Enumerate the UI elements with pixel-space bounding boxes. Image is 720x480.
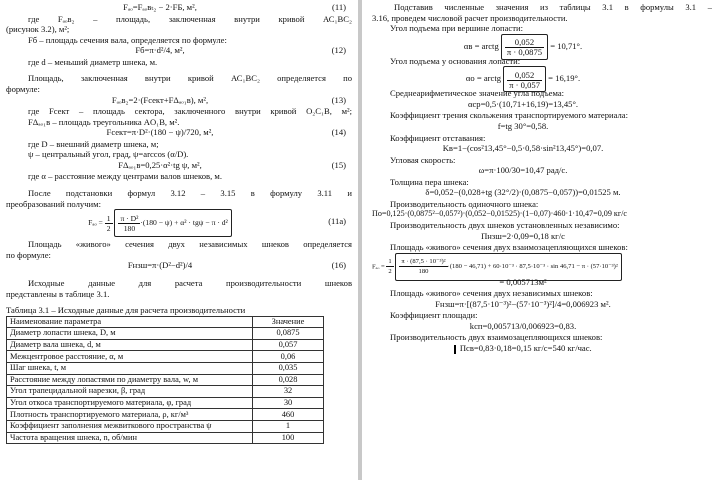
- table-cell-parameter: Угол откоса транспортируемого материала, φ, град: [7, 397, 253, 409]
- table-cell-parameter: Диаметр лопасти шнека, D, м: [7, 328, 253, 340]
- text-line: Угол подъема у основания лопасти:: [390, 55, 521, 66]
- table-cell-parameter: Коэффициент заполнения межвиткового пространства ψ: [7, 420, 253, 432]
- parameters-table: [6, 316, 324, 445]
- text-line: Коэффициент трения скольжения транспортируемого материала:: [390, 110, 629, 121]
- text-line: где d – меньший диаметр шнека, м.: [28, 56, 158, 67]
- table-cell-value: 0,0875: [253, 328, 324, 340]
- text-line: Коэффициент площади:: [390, 310, 478, 321]
- formula-angular-speed: ω=π·100/30=10,47 рад/с.: [478, 165, 568, 176]
- table-cell-parameter: Межцентровое расстояние, α, м: [7, 351, 253, 363]
- text-line: Fб – площадь сечения вала, определяется по формуле:: [28, 34, 227, 45]
- equation-11a: Fₐₒ = $\frac{1}{2}$ $\frac{\text{π · D²}}{180}$ ·(180 − ψ) + α² · tgψ − π · d² (11а): [6, 209, 352, 233]
- table-cell-parameter: Шаг шнека, t, м: [7, 362, 253, 374]
- text-line: Коэффициент отставания:: [390, 132, 486, 143]
- text-line: представлены в таблице 3.1.: [6, 288, 110, 299]
- table-cell-value: 0,057: [253, 339, 324, 351]
- table-cell-value: 1: [253, 420, 324, 432]
- equation-15: FΔₐₒ₁в=0,25·α²·tg ψ, м², (15): [118, 159, 346, 170]
- formula-angle-base: αо = arctg $\frac{0,052}{\pi \cdot 0,057}$ = 16,19°.: [372, 66, 712, 88]
- text-line: где Fₐₒв₂ – площадь, заключенная внутри кривой АС₁ВС₂: [28, 13, 352, 24]
- table-row: [7, 362, 324, 374]
- table-cell-value: 32: [253, 386, 324, 398]
- text-line: где Fсект – площадь сектора, заключенного внутри кривой O₂C₁B, м²;: [28, 106, 352, 117]
- document-page-right: [362, 0, 720, 480]
- formula-single-capacity: По=0,125·(0,0875²−0,057²)·(0,052−0,01525)·(1−0,07)·460·1·10,47=0,09 кг/с: [372, 209, 627, 219]
- text-line: Угол подъема при вершине лопасти:: [390, 23, 523, 34]
- text-line: по формуле:: [6, 249, 51, 260]
- formula-angle-top: αв = arctg $\frac{0,052}{\pi \cdot 0,0875}$ = 10,71°.: [372, 34, 712, 56]
- table-header-cell: Значение: [253, 316, 324, 328]
- formula-final-capacity: Псв=0,83·0,18=0,15 кг/с=540 кг/час.: [372, 343, 712, 355]
- text-line: Площадь, заключенная внутри кривой АС₁ВС₂ определяется по: [28, 73, 352, 84]
- equation-12: Fб=π·d²/4, м², (12): [135, 45, 346, 56]
- table-header-row: [7, 316, 324, 328]
- table-cell-value: 0,035: [253, 362, 324, 374]
- text-line: где D – внешний диаметр шнека, м;: [28, 138, 159, 149]
- text-line: Угловая скорость:: [390, 154, 456, 165]
- formula-friction: f=tg 30°=0,58.: [497, 121, 549, 132]
- table-cell-value: 460: [253, 409, 324, 421]
- formula-lag: Kв=1−(cos²13,45°−0,5·0,58·sin²13,45°)=0,07.: [442, 143, 604, 154]
- text-line: Площадь «живого» сечения двух независимых шнеков:: [390, 288, 593, 299]
- text-line: Площадь «живого» сечения двух независимых шнеков определяется: [28, 239, 352, 250]
- text-line: Исходные данные для расчета производительности шнеков: [28, 277, 352, 288]
- table-row: [7, 351, 324, 363]
- text-line: Подставив численные значения из таблицы 3.1 в формулы 3.1 –: [394, 2, 712, 12]
- text-line: Производительность одиночного шнека:: [390, 198, 539, 209]
- text-line: Толщина пера шнека:: [390, 176, 469, 187]
- text-cursor[interactable]: [454, 345, 456, 354]
- formula-live-section-independent: Fнзш=π·[(87,5·10⁻³)²−(57·10⁻³)²]/4=0,006923 м².: [435, 298, 611, 309]
- text-line: ψ – центральный угол, град, ψ=arccos (α/D).: [28, 149, 189, 160]
- equation-13: Fₐₒв₂=2·(Fсект+FΔₐₒ₁в), м², (13): [111, 94, 346, 105]
- table-cell-parameter: Плотность транспортируемого материала, ρ, кг/м³: [7, 409, 253, 421]
- table-row: [7, 397, 324, 409]
- text-line: Площадь «живого» сечения двух взаимозацепляющихся шнеков:: [390, 242, 628, 253]
- table-cell-parameter: Угол трапецидальной нарезки, β, град: [7, 386, 253, 398]
- table-row: [7, 374, 324, 386]
- text-line: Производительность двух шнеков установленных независимо:: [390, 220, 620, 231]
- table-header-cell: Наименование параметра: [7, 316, 253, 328]
- table-cell-value: 100: [253, 432, 324, 444]
- table-cell-parameter: Расстояние между лопастями по диаметру вала, w, м: [7, 374, 253, 386]
- formula-area-coefficient: kсп=0,005713/0,006923=0,83.: [469, 320, 577, 331]
- table-cell-value: 0,06: [253, 351, 324, 363]
- text-line: FΔₐₒ₁в – площадь треугольника АO₁B, м².: [28, 116, 180, 127]
- formula-live-section-result: = 0,005713м²: [499, 276, 547, 287]
- text-line: Среднеарифметическое значение угла подъема:: [390, 88, 565, 99]
- table-row: [7, 339, 324, 351]
- text-line: Производительность двух взаимозацепляющихся шнеков:: [390, 332, 603, 343]
- table-row: [7, 328, 324, 340]
- formula-two-independent: Пнзш=2·0,09=0,18 кг/с: [481, 230, 565, 241]
- table-row: [7, 386, 324, 398]
- text-line: После подстановки формул 3.12 – 3.15 в формулу 3.11 и: [28, 188, 352, 199]
- formula-mean-angle: αср=0,5·(10,71+16,19)=13,45°.: [467, 98, 579, 109]
- equation-11: Fₐₒ=Fₐₒвₜ₂ − 2·FБ, м², (11): [123, 2, 346, 12]
- text-line: преобразований получим:: [6, 198, 101, 209]
- table-cell-value: 0,028: [253, 374, 324, 386]
- formula-thickness: δ=0,052−(0,028+tg (32°/2)·(0,0875−0,057))=0,01525 м.: [425, 187, 621, 198]
- table-cell-parameter: Частота вращения шнека, n, об/мин: [7, 432, 253, 444]
- table-row: [7, 409, 324, 421]
- table-caption: Таблица 3.1 – Исходные данные для расчета производительности: [6, 305, 246, 316]
- formula-live-section: Fₐₒ = $\frac{1}{2}$ $\frac{\text{π · (87,5 · 10⁻³)²}}{180}$ ·(180 − 46,71) + 60·10⁻³ · 87,5·10⁻³ · sin 46,71 − π · (57·10⁻³)²: [372, 253, 712, 277]
- equation-16: Fнзш=π·(D²−d²)/4 (16): [127, 260, 346, 271]
- text-line: (рисунок 3.2), м²;: [6, 24, 70, 35]
- table-cell-parameter: Диаметр вала шнека, d, м: [7, 339, 253, 351]
- text-line: где α – расстояние между центрами валов шнеков, м.: [28, 171, 222, 182]
- document-page-left: [0, 0, 358, 480]
- table-cell-value: 30: [253, 397, 324, 409]
- equation-14: Fсект=π·D²·(180 − ψ)/720, м², (14): [106, 127, 346, 138]
- table-row: [7, 420, 324, 432]
- text-line: 3.16, проведем числовой расчет производительности.: [372, 12, 568, 23]
- text-line: формуле:: [6, 83, 40, 94]
- table-row: [7, 432, 324, 444]
